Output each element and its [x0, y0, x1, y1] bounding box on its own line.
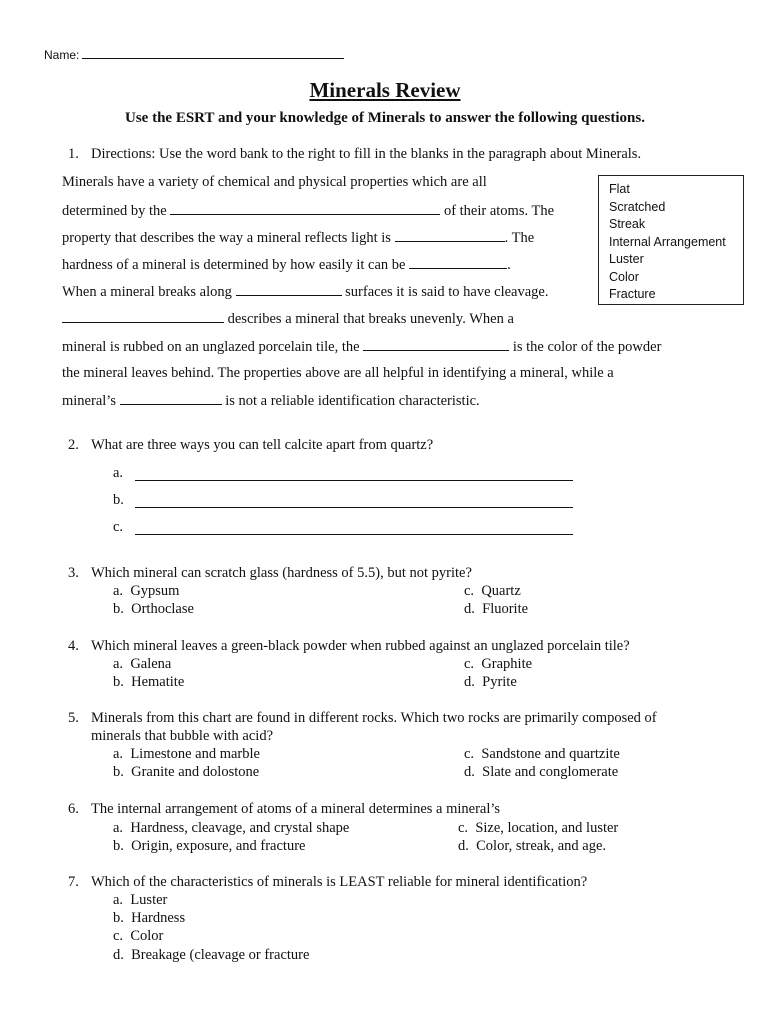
q2-text: What are three ways you can tell calcite apart from quartz? — [91, 437, 434, 453]
q5-option-c[interactable] — [464, 746, 620, 763]
q3-option-d[interactable] — [464, 601, 528, 618]
q4-option-d[interactable] — [464, 674, 517, 691]
q5-option-b[interactable] — [113, 764, 259, 781]
q3-option-b[interactable] — [113, 601, 194, 618]
option-letter: b. — [113, 674, 124, 690]
option-text: Hematite — [131, 674, 185, 690]
answer-line-b[interactable] — [135, 506, 573, 508]
q2-number: 2. — [68, 437, 79, 453]
option-text: Sandstone and quartzite — [481, 746, 620, 762]
name-label: Name: — [44, 48, 80, 62]
option-text: Pyrite — [482, 674, 517, 690]
q7-option-c[interactable] — [113, 928, 163, 945]
blank-fracture[interactable] — [62, 310, 224, 323]
blank-internal-arrangement[interactable] — [170, 202, 440, 215]
option-text: Orthoclase — [131, 601, 194, 617]
option-letter: a. — [113, 656, 124, 672]
paragraph-text: describes a mineral that breaks unevenly. When a — [227, 311, 514, 327]
word-bank-item: Fracture — [609, 287, 656, 301]
paragraph-text: surfaces it is said to have cleavage. — [345, 284, 549, 300]
q4-option-c[interactable] — [464, 656, 532, 673]
option-letter: b. — [113, 910, 124, 926]
option-letter: a. — [113, 892, 124, 908]
q7-option-d[interactable] — [113, 947, 309, 964]
q6-option-b[interactable] — [113, 838, 305, 855]
option-letter: b. — [113, 838, 124, 854]
paragraph-text: is not a reliable identification characteristic. — [225, 393, 480, 409]
q3-option-c[interactable] — [464, 583, 521, 600]
option-text: Origin, exposure, and fracture — [131, 838, 306, 854]
option-letter: c. — [113, 928, 124, 944]
option-letter: a. — [113, 820, 124, 836]
paragraph-text: When a mineral breaks along — [62, 284, 232, 300]
option-text: Gypsum — [130, 583, 180, 599]
paragraph-line — [62, 392, 480, 410]
page-title: Minerals Review — [309, 78, 461, 102]
q5-option-d[interactable] — [464, 764, 618, 781]
option-letter: d. — [113, 947, 124, 963]
word-bank-item: Flat — [609, 182, 630, 196]
name-line[interactable] — [82, 48, 344, 59]
option-text: Fluorite — [482, 601, 529, 617]
paragraph-text: mineral’s — [62, 393, 116, 409]
paragraph-text: property that describes the way a mineral reflects light is — [62, 230, 391, 246]
q2-label-c: c. — [113, 519, 124, 535]
option-letter: d. — [458, 838, 469, 854]
option-text: Luster — [130, 892, 168, 908]
paragraph-text: . — [507, 257, 511, 273]
option-text: Hardness — [131, 910, 186, 926]
word-bank-item: Scratched — [609, 199, 666, 214]
word-bank-item: Streak — [609, 217, 646, 231]
option-letter: b. — [113, 764, 124, 780]
paragraph-text: . The — [504, 230, 535, 246]
option-text: Breakage (cleavage or fracture — [131, 947, 310, 963]
blank-color[interactable] — [120, 392, 222, 405]
option-letter: d. — [464, 601, 475, 617]
option-text: Hardness, cleavage, and crystal shape — [130, 820, 350, 836]
q5-text-line2: minerals that bubble with acid? — [91, 728, 274, 744]
blank-flat[interactable] — [236, 283, 342, 296]
paragraph-text: of their atoms. The — [443, 203, 555, 219]
q1-directions: Directions: Use the word bank to the right to fill in the blanks in the paragraph about Minerals. — [91, 146, 642, 162]
q2-label-b: b. — [113, 492, 124, 508]
q7-number: 7. — [68, 874, 79, 890]
blank-luster[interactable] — [395, 229, 505, 242]
paragraph-text: mineral is rubbed on an unglazed porcelain tile, the — [62, 339, 360, 355]
option-text: Quartz — [481, 583, 521, 599]
q3-text: Which mineral can scratch glass (hardness of 5.5), but not pyrite? — [91, 565, 472, 581]
q4-number: 4. — [68, 638, 79, 654]
option-text: Galena — [130, 656, 172, 672]
word-bank-item: Color — [609, 269, 639, 284]
q6-option-d[interactable] — [458, 838, 606, 855]
q7-text: Which of the characteristics of minerals is LEAST reliable for mineral identification? — [91, 874, 588, 890]
answer-line-c[interactable] — [135, 533, 573, 535]
q6-text: The internal arrangement of atoms of a mineral determines a mineral’s — [91, 801, 501, 817]
q6-option-a[interactable] — [113, 820, 349, 837]
paragraph-line — [62, 256, 511, 274]
q5-number: 5. — [68, 710, 79, 726]
paragraph-text: is the color of the powder — [512, 339, 662, 355]
q4-option-b[interactable] — [113, 674, 184, 691]
option-text: Size, location, and luster — [475, 820, 619, 836]
paragraph-line — [62, 229, 534, 247]
q6-number: 6. — [68, 801, 79, 817]
option-text: Granite and dolostone — [131, 764, 260, 780]
paragraph-text: hardness of a mineral is determined by how easily it can be — [62, 257, 406, 273]
paragraph-line — [62, 310, 514, 328]
paragraph-line: the mineral leaves behind. The properties above are all helpful in identifying a mineral, while a — [62, 365, 614, 381]
word-bank — [598, 175, 744, 305]
q7-option-b[interactable] — [113, 910, 185, 927]
option-text: Color — [130, 928, 164, 944]
answer-line-a[interactable] — [135, 479, 573, 481]
option-letter: c. — [464, 746, 475, 762]
option-letter: c. — [464, 583, 475, 599]
option-letter: c. — [458, 820, 469, 836]
word-bank-item: Internal Arrangement — [609, 234, 726, 249]
option-letter: c. — [464, 656, 475, 672]
q3-number: 3. — [68, 565, 79, 581]
q7-option-a[interactable] — [113, 892, 167, 909]
paragraph-line — [62, 338, 661, 356]
blank-scratched[interactable] — [409, 256, 507, 269]
paragraph-line: Minerals have a variety of chemical and physical properties which are all — [62, 174, 487, 190]
q4-option-a[interactable] — [113, 656, 171, 673]
paragraph-text: determined by the — [62, 203, 167, 219]
q5-option-a[interactable] — [113, 746, 260, 763]
q4-text: Which mineral leaves a green-black powder when rubbed against an unglazed porcelain tile? — [91, 638, 630, 654]
q2-label-a: a. — [113, 465, 124, 481]
option-text: Color, streak, and age. — [476, 838, 607, 854]
option-text: Limestone and marble — [130, 746, 260, 762]
option-text: Slate and conglomerate — [482, 764, 619, 780]
page-subtitle: Use the ESRT and your knowledge of Minerals to answer the following questions. — [125, 110, 645, 126]
blank-streak[interactable] — [363, 338, 509, 351]
option-letter: a. — [113, 746, 124, 762]
word-bank-item: Luster — [609, 252, 644, 266]
option-letter: a. — [113, 583, 124, 599]
option-text: Graphite — [481, 656, 533, 672]
q6-option-c[interactable] — [458, 820, 618, 837]
name-field[interactable] — [44, 48, 344, 62]
q5-text-line1: Minerals from this chart are found in different rocks. Which two rocks are primarily composed of — [91, 710, 657, 726]
option-letter: b. — [113, 601, 124, 617]
option-letter: d. — [464, 764, 475, 780]
paragraph-line — [62, 283, 548, 301]
option-letter: d. — [464, 674, 475, 690]
q3-option-a[interactable] — [113, 583, 179, 600]
q1-number: 1. — [68, 146, 79, 162]
paragraph-line — [62, 202, 554, 220]
